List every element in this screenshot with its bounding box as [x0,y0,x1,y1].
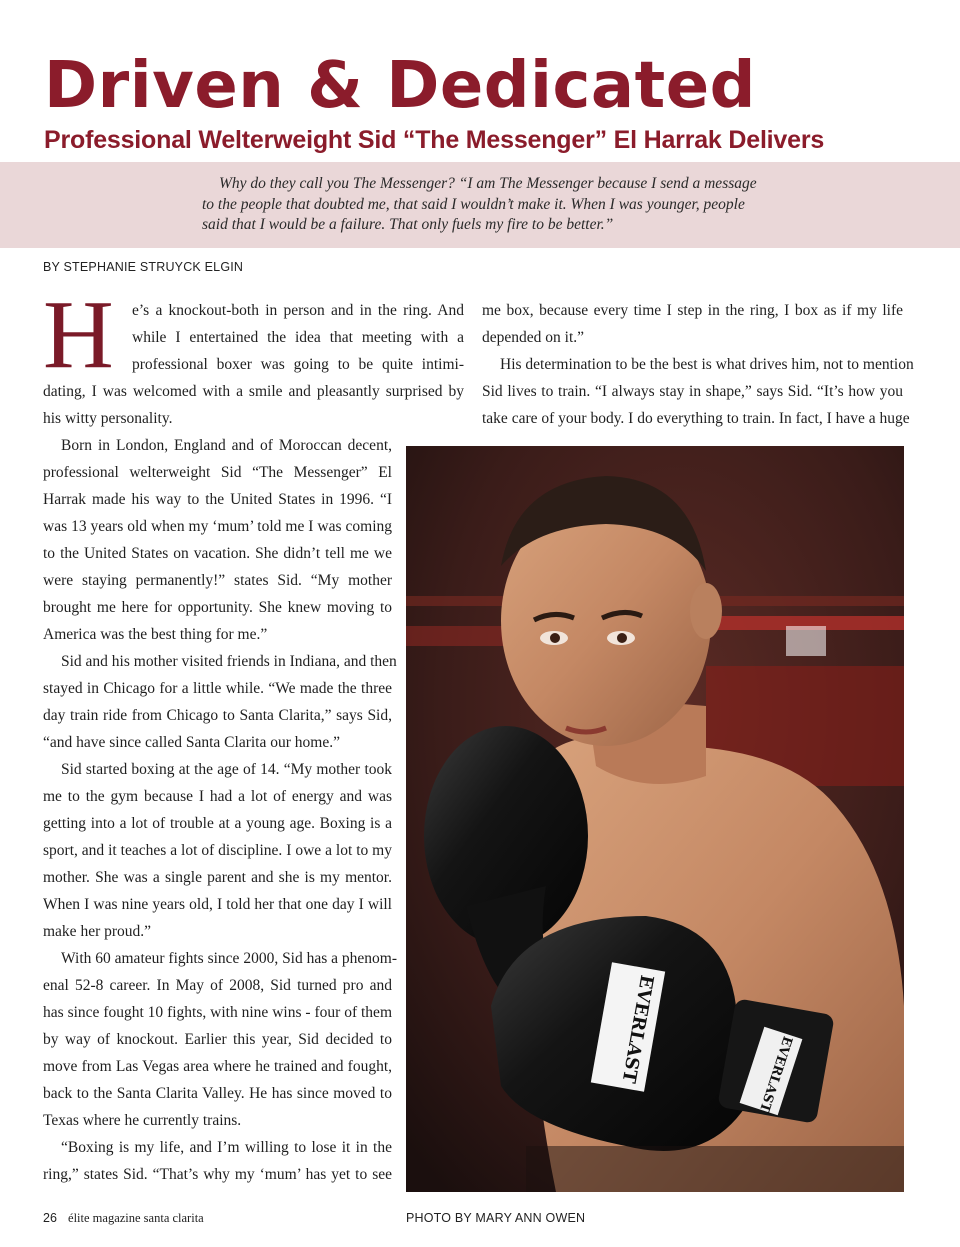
text-line: Born in London, England and of Moroccan decent, [61,437,392,454]
pull-quote-line: to the people that doubted me, that said I wouldn’t make it. When I was younger, people [202,195,745,213]
text-line: “Boxing is my life, and I’m willing to lose it in the [61,1139,392,1156]
text-line: by way of knockout. Earlier this year, Sid decided to [43,1031,392,1048]
text-line: me box, because every time I step in the ring, I box as if my life [482,302,903,319]
text-line: professional welterweight Sid “The Messenger” El [43,464,392,481]
text-line: were staying permanently!” states Sid. “My mother [43,572,392,589]
text-line: to the United States on vacation. She didn’t tell me we [43,545,392,562]
pull-quote-line: said that I would be a failure. That only fuels my fire to be better.” [202,216,614,233]
text-line: his witty personality. [43,410,173,427]
column-2 [482,297,914,432]
text-line: me to the gym because I had a lot of energy and was [43,788,392,805]
drop-cap: H [43,281,114,389]
glove-brand-label: EVERLAST [617,973,658,1085]
publication-name: élite magazine santa clarita [68,1211,204,1225]
text-line: professional boxer was going to be quite intimi- [132,356,464,373]
boxer-photo [406,446,904,1192]
text-line: Sid and his mother visited friends in Indiana, and then [61,653,397,670]
text-line: take care of your body. I do everything to train. In fact, I have a huge [482,410,910,427]
text-line: stayed in Chicago for a little while. “We made the three [43,680,392,697]
text-line: depended on it.” [482,329,585,346]
page-folio [43,1211,204,1226]
text-line: brought me here for opportunity. She knew moving to [43,599,392,616]
column-1-body [43,432,398,1188]
wrist-brand-label: EVERLAST [755,1034,795,1114]
text-line: getting into a lot of trouble at a young age. Boxing is a [43,815,392,832]
text-line: day train ride from Chicago to Santa Clarita,” says Sid, [43,707,392,724]
column-1-lead [43,297,464,432]
page-number: 26 [43,1211,57,1225]
article-subtitle: Professional Welterweight Sid “The Messenger” El Harrak Delivers [44,126,825,154]
text-line: move from Las Vegas area where he trained and fought, [43,1058,392,1075]
text-line: Texas where he currently trains. [43,1112,242,1129]
pull-quote-line: Why do they call you The Messenger? “I am The Messenger because I send a message [219,175,757,192]
text-line: Harrak made his way to the United States in 1996. “I [43,491,392,508]
text-line: His determination to be the best is what drives him, not to mention [500,356,914,373]
byline: BY STEPHANIE STRUYCK ELGIN [43,260,244,274]
text-line: When I was nine years old, I told her that one day I will [43,896,392,913]
text-line: “and have since called Santa Clarita our home.” [43,734,340,751]
photo-credit: PHOTO BY MARY ANN OWEN [406,1211,586,1225]
pull-quote-band [0,162,960,248]
text-line: ring,” states Sid. “That’s why my ‘mum’ has yet to see [43,1166,392,1183]
text-line: make her proud.” [43,923,152,940]
text-line: mother. She was a single parent and she is my mentor. [43,869,392,886]
pull-quote [202,174,762,236]
text-line: sport, and it teaches a lot of discipline. I owe a lot to my [43,842,392,859]
text-line: enal 52-8 career. In May of 2008, Sid turned pro and [43,977,392,994]
text-line: e’s a knockout-both in person and in the ring. And [132,302,464,319]
text-line: back to the Santa Clarita Valley. He has since moved to [43,1085,392,1102]
text-line: With 60 amateur fights since 2000, Sid has a phenom- [61,950,398,967]
text-line: was 13 years old when my ‘mum’ told me I was coming [43,518,392,535]
text-line: Sid started boxing at the age of 14. “My mother took [61,761,392,778]
text-line: while I entertained the idea that meeting with a [132,329,464,346]
text-line: dating, I was welcomed with a smile and pleasantly surprised by [43,383,464,400]
text-line: has since fought 10 fights, with nine wins - four of them [43,1004,392,1021]
boxer-illustration [406,446,904,1192]
article-title: Driven & Dedicated [44,49,756,123]
text-line: America was the best thing for me.” [43,626,268,643]
text-line: Sid lives to train. “I always stay in shape,” says Sid. “It’s how you [482,383,903,400]
